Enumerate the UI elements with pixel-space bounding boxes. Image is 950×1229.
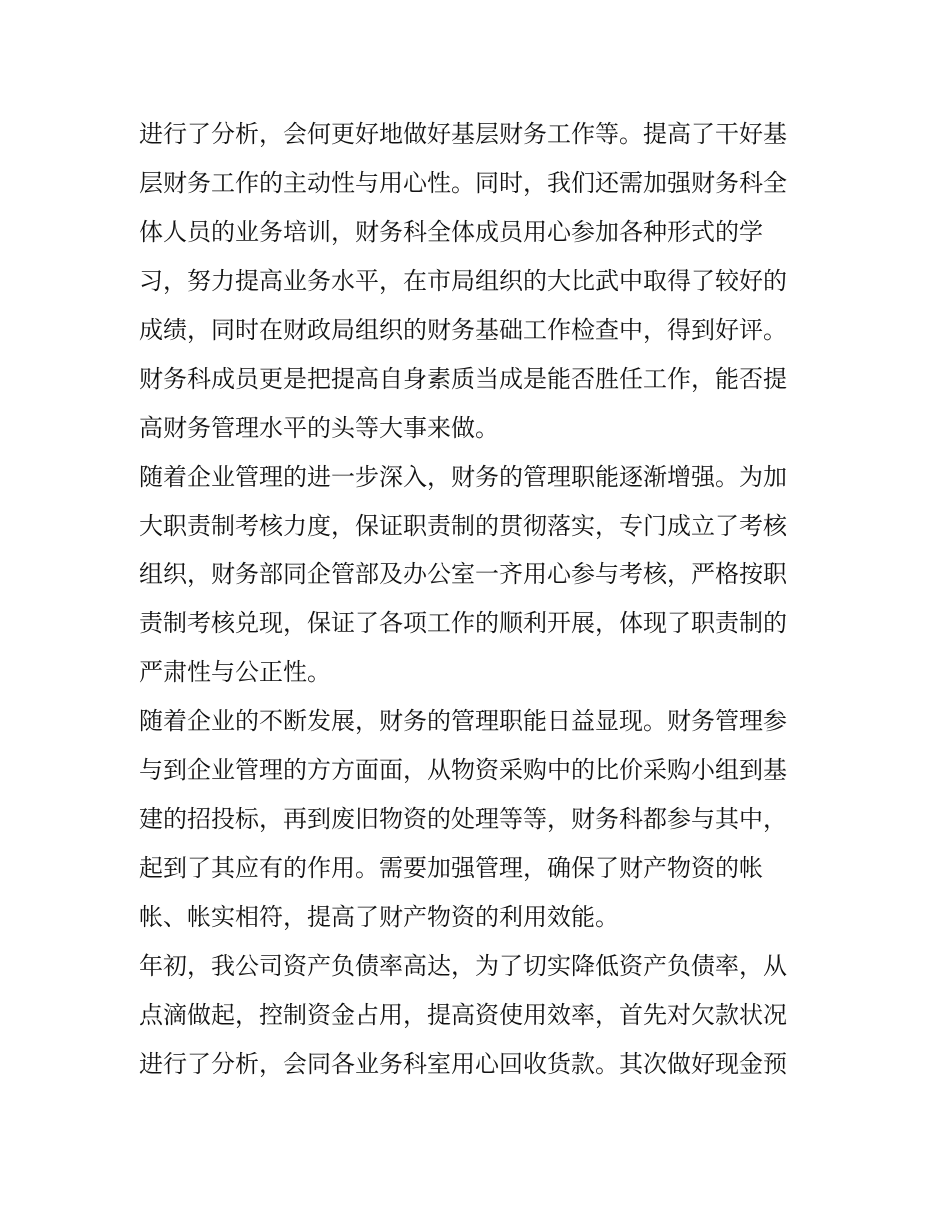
text-line: 点滴做起，控制资金占用，提高资使用效率，首先对欠款状况 xyxy=(139,1000,787,1029)
text-line: 严肃性与公正性。 xyxy=(139,658,331,687)
text-line: 高财务管理水平的头等大事来做。 xyxy=(139,413,499,442)
text-line: 帐、帐实相符，提高了财产物资的利用效能。 xyxy=(139,903,619,931)
text-line: 年初，我公司资产负债率高达，为了切实降低资产负债率，从 xyxy=(139,951,787,980)
text-line: 财务科成员更是把提高自身素质当成是能否胜任工作，能否提 xyxy=(139,364,787,393)
text-line: 与到企业管理的方方面面，从物资采购中的比价采购小组到基 xyxy=(139,756,787,785)
text-line: 进行了分析，会同各业务科室用心回收货款。其次做好现金预 xyxy=(139,1049,787,1078)
text-line: 进行了分析，会何更好地做好基层财务工作等。提高了干好基 xyxy=(139,120,787,148)
text-line: 责制考核兑现，保证了各项工作的顺利开展，体现了职责制的 xyxy=(139,609,787,638)
text-line: 组织，财务部同企管部及办公室一齐用心参与考核，严格按职 xyxy=(139,560,787,589)
text-line: 体人员的业务培训，财务科全体成员用心参加各种形式的学 xyxy=(139,217,763,246)
text-line: 成绩，同时在财政局组织的财务基础工作检查中，得到好评。 xyxy=(139,315,787,344)
text-line: 习，努力提高业务水平，在市局组织的大比武中取得了较好的 xyxy=(139,266,787,295)
text-line: 建的招投标，再到废旧物资的处理等等，财务科都参与其中， xyxy=(139,805,787,834)
text-line: 起到了其应有的作用。需要加强管理，确保了财产物资的帐 xyxy=(139,854,763,883)
text-line: 随着企业管理的进一步深入，财务的管理职能逐渐增强。为加 xyxy=(139,462,787,491)
document-body xyxy=(139,110,819,1089)
text-line: 大职责制考核力度，保证职责制的贯彻落实，专门成立了考核 xyxy=(139,511,787,540)
text-line: 层财务工作的主动性与用心性。同时，我们还需加强财务科全 xyxy=(139,168,787,197)
text-line: 随着企业的不断发展，财务的管理职能日益显现。财务管理参 xyxy=(139,707,787,736)
